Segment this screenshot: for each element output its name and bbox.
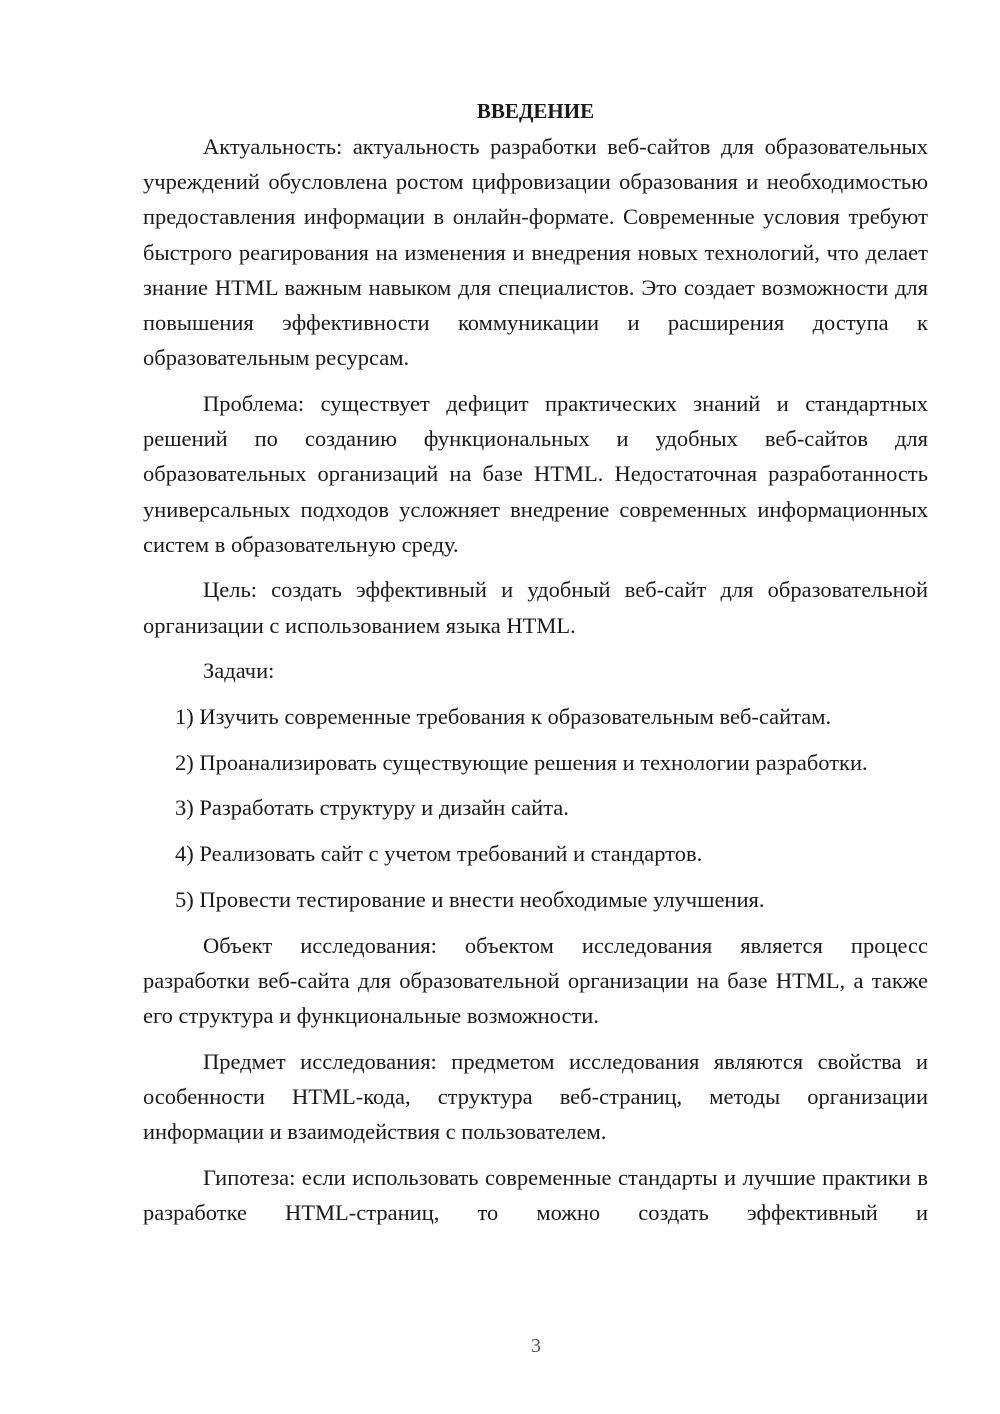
task-item-1: 1) Изучить современные требования к образовательным веб-сайтам. — [175, 704, 832, 730]
task-item-4: 4) Реализовать сайт с учетом требований и стандартов. — [175, 841, 703, 867]
page-title: ВВЕДЕНИЕ — [476, 99, 595, 123]
goal-paragraph: Цель: создать эффективный и удобный веб-сайт для образовательной организации с использованием языка HTML. — [143, 577, 928, 638]
page-number: 3 — [531, 1335, 541, 1357]
tasks-label: Задачи: — [203, 658, 275, 684]
object-paragraph: Объект исследования: объектом исследования является процесс разработки веб-сайта для образовательной организации на базе HTML, а также его структура и функциональные возможности. — [143, 932, 928, 1028]
relevance-paragraph: Актуальность: актуальность разработки веб-сайтов для образовательных учреждений обусловлена ростом цифровизации образования и необходимостью предоставления информации в онлайн-формате. Современные условия требуют быстрого реагирования на изменения и внедрения новых технологий, что делает знание HTML важным навыком для специалистов. Это создает возможности для повышения эффективности коммуникации и расширения доступа к образовательным ресурсам. — [143, 134, 928, 371]
page-content — [143, 93, 928, 1241]
task-item-3: 3) Разработать структуру и дизайн сайта. — [175, 795, 569, 821]
hypothesis-paragraph: Гипотеза: если использовать современные стандарты и лучшие практики в разработке HTML-страниц, то можно создать эффективный и — [143, 1164, 928, 1225]
subject-paragraph: Предмет исследования: предметом исследования являются свойства и особенности HTML-кода, структура веб-страниц, методы организации информации и взаимодействия с пользователем. — [143, 1048, 928, 1145]
problem-paragraph: Проблема: существует дефицит практических знаний и стандартных решений по созданию функциональных и удобных веб-сайтов для образовательных организаций на базе HTML. Недостаточная разработанность универсальных подходов усложняет внедрение современных информационных систем в образовательную среду. — [143, 390, 928, 557]
task-item-5: 5) Провести тестирование и внести необходимые улучшения. — [175, 886, 765, 912]
task-item-2: 2) Проанализировать существующие решения и технологии разработки. — [175, 749, 868, 775]
